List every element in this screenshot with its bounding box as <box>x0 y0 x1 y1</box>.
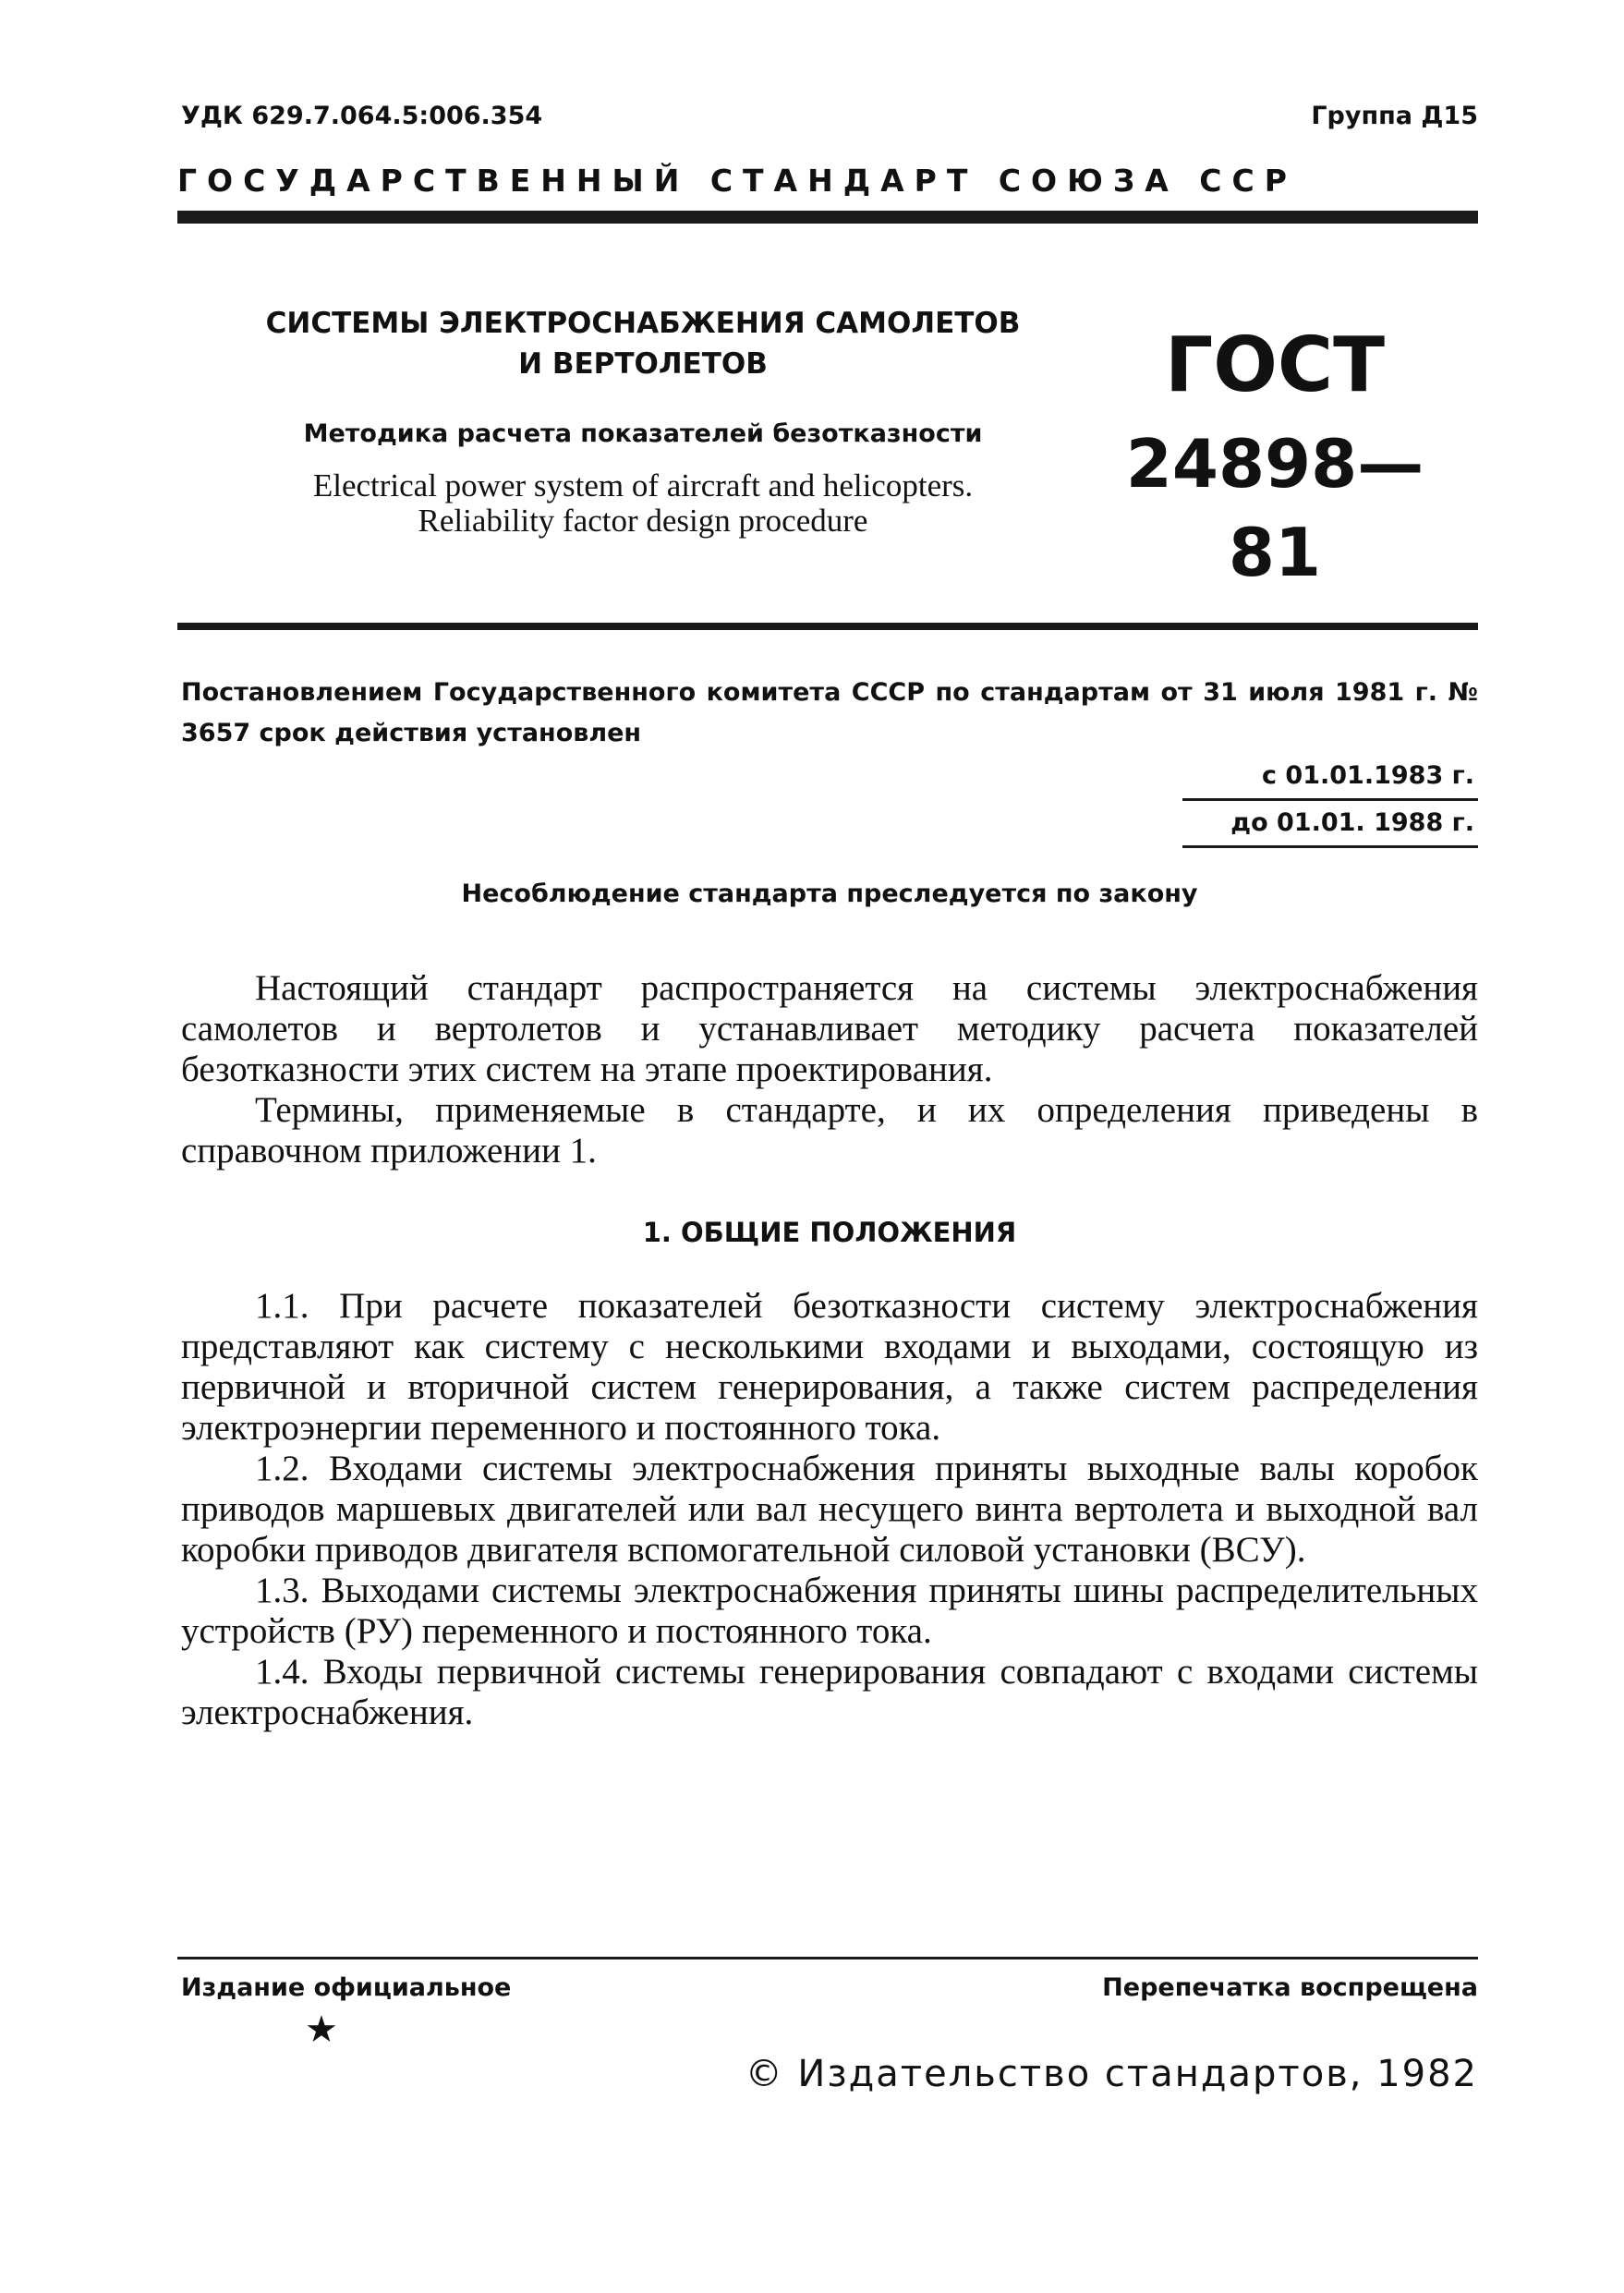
title-block <box>181 303 1105 539</box>
validity-rule <box>1182 845 1478 848</box>
copyright-notice: © Издательство стандартов, 1982 <box>745 2053 1478 2095</box>
star-icon: ★ <box>305 2008 338 2051</box>
gost-designation <box>1090 322 1460 597</box>
middle-rule <box>177 623 1478 630</box>
valid-to: до 01.01. 1988 г. <box>1230 808 1474 837</box>
english-title-line-2: Reliability factor design procedure <box>418 503 868 539</box>
validity-period <box>1182 756 1478 850</box>
document-body <box>181 968 1478 1733</box>
document-title <box>181 303 1105 384</box>
validity-rule <box>1182 798 1478 801</box>
title-line-1: СИСТЕМЫ ЭЛЕКТРОСНАБЖЕНИЯ САМОЛЕТОВ <box>265 307 1021 340</box>
udk-code: УДК 629.7.064.5:006.354 <box>181 102 543 130</box>
title-line-2: И ВЕРТОЛЕТОВ <box>518 347 768 381</box>
bottom-rule <box>177 1957 1478 1959</box>
section-heading: 1. ОБЩИЕ ПОЛОЖЕНИЯ <box>642 1217 1017 1248</box>
valid-from: с 01.01.1983 г. <box>1262 761 1474 790</box>
top-rule <box>177 211 1478 224</box>
english-title <box>181 468 1105 539</box>
english-title-line-1: Electrical power system of aircraft and helicopters. <box>312 467 974 503</box>
clause-1-2: 1.2. Входами системы электроснабжения приняты выходные валы коробок приводов маршевых двигателей или вал несущего винта вертолета и выходной вал коробки приводов двигателя вспомогательной силовой установки (ВСУ). <box>181 1449 1478 1570</box>
gost-number: 24898—81 <box>1125 425 1424 591</box>
legal-notice: Несоблюдение стандарта преследуется по закону <box>461 880 1198 908</box>
gost-label: ГОСТ <box>1164 322 1386 409</box>
clause-1-4: 1.4. Входы первичной системы генерирования совпадают с входами системы электроснабжения. <box>181 1652 1478 1732</box>
document-subtitle: Методика расчета показателей безотказности <box>303 419 983 448</box>
intro-paragraph-2: Термины, применяемые в стандарте, и их определения приведены в справочном приложении 1. <box>181 1090 1478 1171</box>
reprint-prohibited-label: Перепечатка воспрещена <box>1102 1973 1478 2002</box>
state-standard-banner: ГОСУДАРСТВЕННЫЙ СТАНДАРТ СОЮЗА ССР <box>177 163 1297 199</box>
group-code: Группа Д15 <box>1311 102 1478 130</box>
intro-paragraph-1: Настоящий стандарт распространяется на системы электроснабжения самолетов и вертолетов и устанавливает методику расчета показателей безотказности этих систем на этапе проектирования. <box>181 968 1478 1089</box>
clause-1-3: 1.3. Выходами системы электроснабжения приняты шины распределительных устройств (РУ) переменного и постоянного тока. <box>181 1571 1478 1651</box>
decree-text: Постановлением Государственного комитета СССР по стандартам от 31 июля 1981 г. № 3657 срок действия установлен <box>181 678 1478 747</box>
official-edition-label: Издание официальное <box>181 1973 512 2002</box>
clause-1-1: 1.1. При расчете показателей безотказности систему электроснабжения представляют как систему с несколькими входами и выходами, состоящую из первичной и вторичной систем генерирования, а также систем распределения электроэнергии переменного и постоянного тока. <box>181 1286 1478 1448</box>
